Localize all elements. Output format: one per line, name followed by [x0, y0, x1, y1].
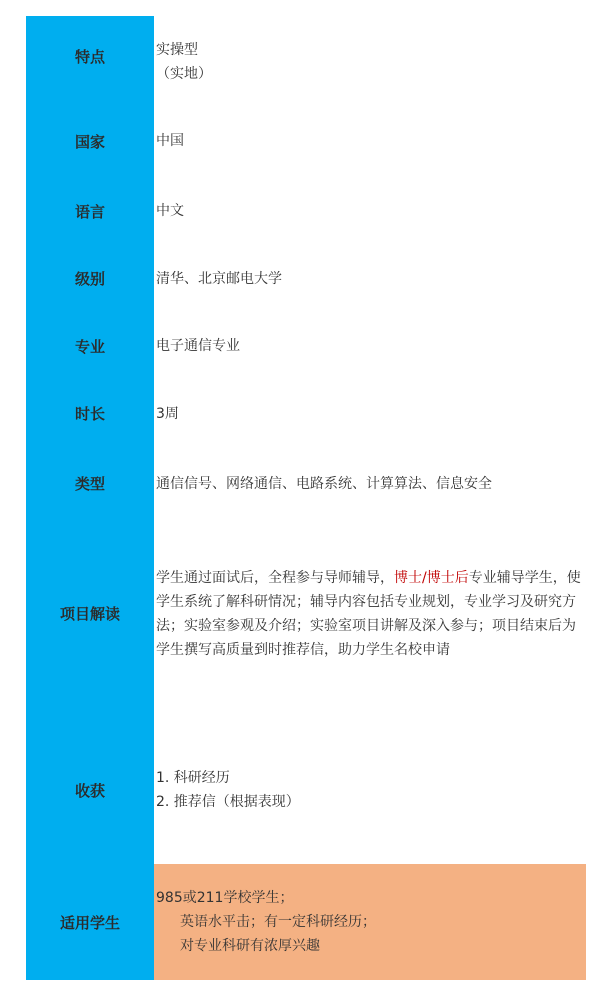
value-text: 3周 — [156, 405, 179, 422]
label-language: 语言 — [26, 186, 154, 236]
value-major — [154, 321, 586, 371]
value-language — [154, 186, 586, 236]
value-line: 985或211学校学生； — [156, 890, 294, 906]
list-item: 1. 科研经历 — [156, 770, 230, 786]
value-text: 清华、北京邮电大学 — [156, 270, 282, 287]
value-text: 电子通信专业 — [156, 338, 240, 354]
row-gains — [26, 716, 586, 864]
row-language — [26, 186, 586, 236]
label-suitable-students: 适用学生 — [26, 864, 154, 980]
row-level — [26, 236, 586, 321]
row-duration — [26, 371, 586, 456]
value-text: 专业辅导学生，使学生系统了解科研情况；辅导内容包括专业规划，专业学习及研究方法；实验室参观及介绍；实验室项目讲解及深入参与；项目结束后为学生撰写高质量到时推荐信，助力学生名校申请 — [156, 569, 581, 658]
label-level: 级别 — [26, 236, 154, 321]
value-features — [154, 16, 586, 96]
row-country — [26, 96, 586, 186]
value-text: 中文 — [156, 203, 184, 219]
label-country: 国家 — [26, 96, 154, 186]
row-major — [26, 321, 586, 371]
value-gains — [154, 716, 586, 864]
row-type — [26, 456, 586, 511]
value-line: 英语水平击；有一定科研经历； — [180, 914, 376, 930]
label-major: 专业 — [26, 321, 154, 371]
value-line: （实地） — [156, 66, 212, 82]
value-paragraph — [154, 566, 582, 662]
row-suitable-students — [26, 864, 586, 980]
value-text: 通信信号、网络通信、电路系统、计算算法、信息安全 — [156, 475, 492, 492]
highlight-text: 博士/博士后 — [394, 569, 469, 586]
value-duration — [154, 371, 586, 456]
value-level — [154, 236, 586, 321]
value-country — [154, 96, 586, 186]
info-table — [26, 16, 586, 980]
value-text: 中国 — [156, 133, 184, 149]
label-features: 特点 — [26, 16, 154, 96]
value-suitable-students — [154, 864, 586, 980]
value-type — [154, 456, 586, 511]
value-interpretation — [154, 511, 586, 716]
row-features — [26, 16, 586, 96]
label-interpretation: 项目解读 — [26, 511, 154, 716]
value-line: 实操型 — [156, 42, 198, 58]
label-gains: 收获 — [26, 716, 154, 864]
list-item: 2. 推荐信（根据表现） — [156, 794, 300, 810]
label-duration: 时长 — [26, 371, 154, 456]
value-line: 对专业科研有浓厚兴趣 — [180, 938, 320, 954]
row-interpretation — [26, 511, 586, 716]
value-text: 学生通过面试后，全程参与导师辅导， — [156, 569, 394, 586]
label-type: 类型 — [26, 456, 154, 511]
